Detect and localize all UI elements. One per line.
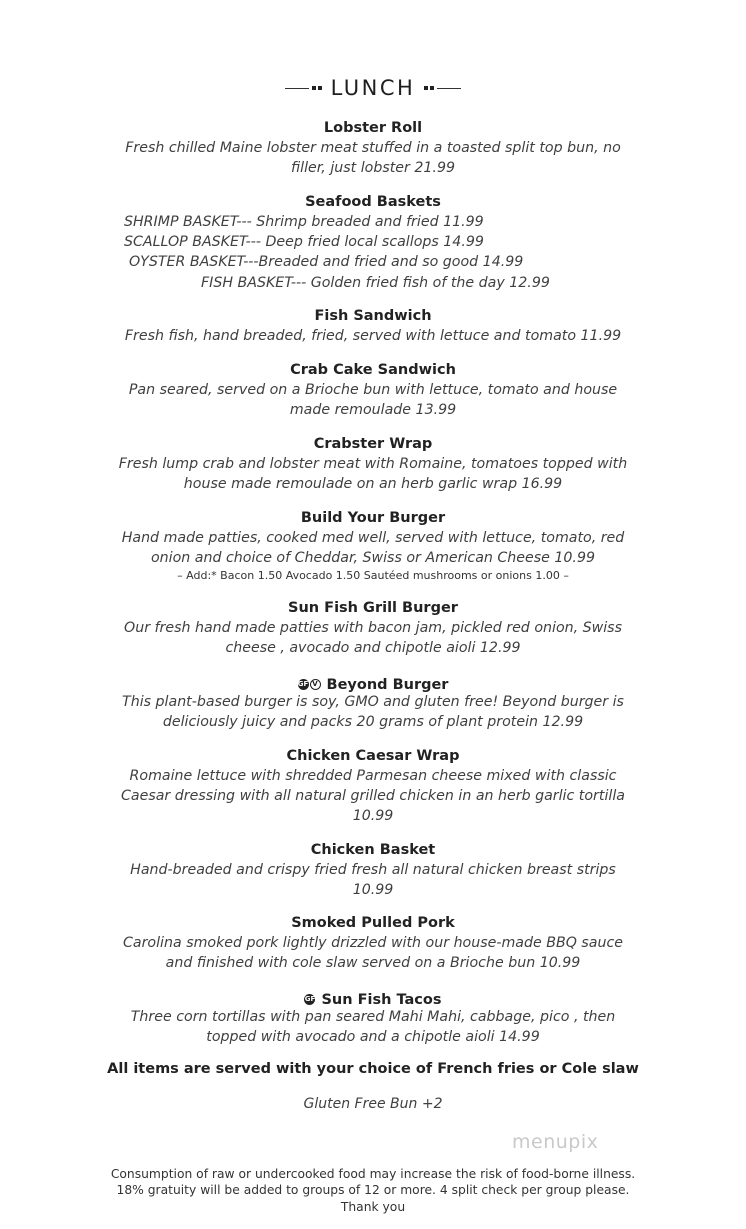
disclaimer-line: Thank you <box>340 1199 406 1214</box>
menu-item-smoked-pulled-pork <box>0 913 746 973</box>
item-description <box>0 380 746 420</box>
item-description <box>0 528 746 568</box>
item-description-line: Hand made patties, cooked med well, served with lettuce, tomato, red <box>121 530 625 546</box>
item-description-line: Carolina smoked pork lightly drizzled with our house-made BBQ sauce <box>123 935 623 951</box>
gluten-free-icon: GF <box>297 680 309 688</box>
item-name: Beyond Burger <box>326 676 449 693</box>
item-description-line: Fresh fish, hand breaded, fried, served with lettuce and tomato 11.99 <box>124 328 622 344</box>
item-description <box>0 618 746 658</box>
item-description-line: filler, just lobster 21.99 <box>291 160 455 177</box>
menu-item-crabster-wrap <box>0 434 746 494</box>
item-description-line: Romaine lettuce with shredded Parmesan cheese mixed with classic <box>129 768 617 784</box>
item-name: Smoked Pulled Pork <box>291 915 455 931</box>
menu-header <box>0 76 746 100</box>
basket-line-shrimp: SHRIMP BASKET--- Shrimp breaded and fried 11.99 <box>124 214 484 230</box>
item-description-line: deliciously juicy and packs 20 grams of plant protein 12.99 <box>162 714 584 731</box>
item-description <box>0 1007 746 1047</box>
page-title: LUNCH <box>330 76 416 100</box>
item-description-line: Fresh lump crab and lobster meat with Romaine, tomatoes topped with <box>118 456 628 472</box>
disclaimer-line: Consumption of raw or undercooked food may increase the risk of food-borne illness. <box>110 1167 636 1181</box>
header-ornament-right <box>424 86 434 90</box>
gluten-free-bun-note: Gluten Free Bun +2 <box>303 1096 443 1112</box>
item-description-line: 10.99 <box>352 882 394 899</box>
item-description-line: 10.99 <box>352 808 394 825</box>
menu-item-seafood-baskets <box>0 192 746 212</box>
item-description <box>0 454 746 494</box>
watermark-logo: menupix <box>512 1131 599 1153</box>
item-description <box>0 138 746 178</box>
item-name: Chicken Caesar Wrap <box>286 748 460 764</box>
header-rule-left <box>285 88 309 89</box>
sides-note: All items are served with your choice of French fries or Cole slaw <box>107 1061 639 1077</box>
item-name: Sun Fish Tacos <box>321 991 442 1008</box>
item-description <box>0 933 746 973</box>
header-ornament-left <box>312 86 322 90</box>
gluten-free-icon: GF <box>304 995 316 1003</box>
item-description <box>0 692 746 732</box>
item-name: Sun Fish Grill Burger <box>288 600 458 616</box>
header-rule-right <box>437 88 461 89</box>
item-description-line: cheese , avocado and chipotle aioli 12.99 <box>225 640 521 657</box>
menu-item-chicken-basket <box>0 840 746 900</box>
menu-item-sun-fish-grill-burger <box>0 598 746 658</box>
item-name: Seafood Baskets <box>305 194 441 210</box>
item-description-line: onion and choice of Cheddar, Swiss or American Cheese 10.99 <box>150 550 595 567</box>
menu-item-chicken-caesar-wrap <box>0 746 746 827</box>
dietary-badges <box>304 994 315 1005</box>
item-description-line: made remoulade 13.99 <box>289 402 457 419</box>
vegan-icon: V <box>310 679 321 690</box>
item-description <box>0 766 746 827</box>
item-description-line: Caesar dressing with all natural grilled chicken in an herb garlic tortilla <box>121 788 625 805</box>
item-name-row <box>0 672 746 692</box>
item-name-row <box>0 987 746 1007</box>
item-description-line: Hand-breaded and crispy fried fresh all natural chicken breast strips <box>130 862 616 878</box>
item-description <box>0 860 746 900</box>
basket-line-oyster: OYSTER BASKET---Breaded and fried and so good 14.99 <box>129 254 524 270</box>
menu-item-sun-fish-tacos <box>0 987 746 1047</box>
item-description-line: Pan seared, served on a Brioche bun with lettuce, tomato and house <box>128 382 618 398</box>
dietary-badges <box>298 679 321 690</box>
item-description-line: Fresh chilled Maine lobster meat stuffed in a toasted split top bun, no <box>125 140 621 156</box>
disclaimer <box>0 1166 746 1215</box>
item-name: Lobster Roll <box>323 120 423 136</box>
basket-line-scallop: SCALLOP BASKET--- Deep fried local scallops 14.99 <box>124 234 484 250</box>
menu-item-crab-cake-sandwich <box>0 360 746 420</box>
item-name: Fish Sandwich <box>314 308 432 324</box>
burger-addons: – Add:* Bacon 1.50 Avocado 1.50 Sautéed mushrooms or onions 1.00 – <box>177 569 569 583</box>
item-name: Crabster Wrap <box>313 436 433 452</box>
item-name: Build Your Burger <box>300 510 446 526</box>
item-description <box>0 326 746 346</box>
disclaimer-line: 18% gratuity will be added to groups of 12 or more. 4 split check per group please. <box>116 1183 630 1198</box>
item-description-line: This plant-based burger is soy, GMO and gluten free! Beyond burger is <box>122 694 624 710</box>
menu-item-beyond-burger <box>0 672 746 732</box>
menu-item-build-your-burger <box>0 508 746 584</box>
basket-line-fish: FISH BASKET--- Golden fried fish of the day 12.99 <box>201 275 550 291</box>
item-description-line: topped with avocado and a chipotle aioli 14.99 <box>206 1029 540 1046</box>
item-name: Crab Cake Sandwich <box>290 362 456 378</box>
item-description-line: Three corn tortillas with pan seared Mahi Mahi, cabbage, pico , then <box>130 1009 616 1025</box>
item-description-line: and finished with cole slaw served on a Brioche bun 10.99 <box>165 955 581 972</box>
menu-item-lobster-roll <box>0 118 746 178</box>
item-description-line: Our fresh hand made patties with bacon jam, pickled red onion, Swiss <box>124 620 622 636</box>
item-name: Chicken Basket <box>310 842 436 858</box>
item-description-line: house made remoulade on an herb garlic wrap 16.99 <box>183 476 563 493</box>
menu-item-fish-sandwich <box>0 306 746 346</box>
